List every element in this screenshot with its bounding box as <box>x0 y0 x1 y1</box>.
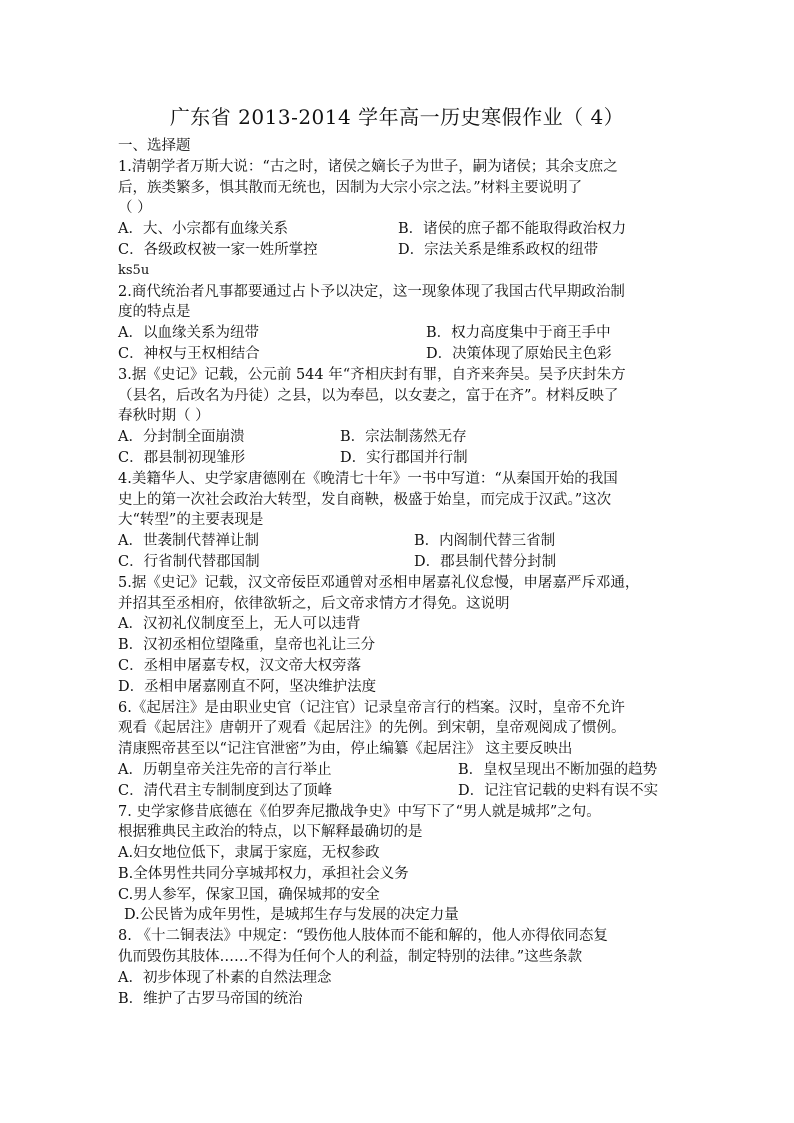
option-b: B．权力高度集中于商王手中 <box>426 325 611 342</box>
option-c: C．清代君主专制制度到达了顶峰 <box>118 782 333 799</box>
option-a: A．历朝皇帝关注先帝的言行举止 <box>118 761 332 778</box>
option-c: C．行省制代替郡国制 <box>118 553 260 570</box>
question-8-stem-line: 8. 《十二铜表法》中规定：“毁伤他人肢体而不能和解的，他人亦得依同态复 <box>118 928 608 945</box>
option-b: B.全体男性共同分享城邦权力，承担社会义务 <box>118 865 409 882</box>
question-4-options-row <box>118 552 678 573</box>
watermark-text: ks5u <box>118 262 150 278</box>
question-4-stem-line: 4.美籍华人、史学家唐德刚在《晚清七十年》一书中写道：“从秦国开始的我国 <box>118 470 618 487</box>
question-7 <box>118 802 678 927</box>
question-6-stem-line: 6.《起居注》是由职业史官（记注官）记录皇帝言行的档案。汉时，皇帝不允许 <box>118 699 625 716</box>
option-a: A.妇女地位低下，隶属于家庭，无权参政 <box>118 845 380 862</box>
option-a: A．大、小宗都有血缘关系 <box>118 221 288 238</box>
question-1 <box>118 157 678 282</box>
option-d: D．决策体现了原始民主色彩 <box>426 345 612 362</box>
question-6 <box>118 698 678 802</box>
question-3-stem-line: 春秋时期（ ） <box>118 408 210 425</box>
question-8-stem-line: 仇而毁伤其肢体……不得为任何个人的利益，制定特别的法律。”这些条款 <box>118 949 583 966</box>
question-6-options-row <box>118 781 678 802</box>
option-b: B．内阁制代替三省制 <box>414 533 556 550</box>
option-a: A．初步体现了朴素的自然法理念 <box>118 969 332 986</box>
question-5-stem-line: 并招其至丞相府，依律欲斩之，后文帝求情方才得免。这说明 <box>118 595 510 612</box>
question-6-stem-line: 清康熙帝甚至以“记注官泄密”为由，停止编纂《起居注》 这主要反映出 <box>118 741 573 758</box>
question-4-options-row <box>118 531 678 552</box>
question-4 <box>118 469 678 573</box>
question-2-stem-line: 度的特点是 <box>118 304 191 321</box>
option-d: D.公民皆为成年男性，是城邦生存与发展的决定力量 <box>124 907 459 924</box>
page-title: 广东省 2013-2014 学年高一历史寒假作业（ 4） <box>169 105 625 129</box>
option-a: A．世袭制代替禅让制 <box>118 533 259 550</box>
option-d: D．郡县制代替分封制 <box>414 553 557 570</box>
option-b: B．汉初丞相位望隆重，皇帝也礼让三分 <box>118 637 376 654</box>
option-d: D．宗法关系是维系政权的纽带 <box>398 241 599 258</box>
question-2-stem-line: 2.商代统治者凡事都要通过占卜予以决定，这一现象体现了我国古代早期政治制 <box>118 283 625 300</box>
question-3 <box>118 365 678 469</box>
question-1-stem-line: 1.清朝学者万斯大说：“古之时，诸侯之嫡长子为世子，嗣为诸侯；其余支庶之 <box>118 158 618 175</box>
option-b: B．维护了古罗马帝国的统治 <box>118 990 303 1007</box>
option-b: B．宗法制荡然无存 <box>340 429 467 446</box>
question-1-stem-line: 后，族类繁多，惧其散而无统也，因制为大宗小宗之法。”材料主要说明了 <box>118 179 583 196</box>
question-3-options-row <box>118 427 678 448</box>
option-b: B．诸侯的庶子都不能取得政治权力 <box>398 221 627 238</box>
option-d: D．丞相申屠嘉刚直不阿，坚决维护法度 <box>118 678 377 695</box>
option-a: A．以血缘关系为纽带 <box>118 325 259 342</box>
option-c: C．丞相申屠嘉专权，汉文帝大权旁落 <box>118 657 362 674</box>
question-2-options-row <box>118 323 678 344</box>
question-4-stem-line: 史上的第一次社会政治大转型，发自商鞅，极盛于始皇，而完成于汉武。”这次 <box>118 491 612 508</box>
question-3-options-row <box>118 448 678 469</box>
option-c: C.男人参军，保家卫国，确保城邦的安全 <box>118 886 380 903</box>
question-2-options-row <box>118 344 678 365</box>
option-a: A．汉初礼仪制度至上，无人可以违背 <box>118 616 361 633</box>
question-4-stem-line: 大“转型”的主要表现是 <box>118 512 264 529</box>
question-6-options-row <box>118 760 678 781</box>
question-3-stem-line: 3.据《史记》记载，公元前 544 年“齐相庆封有罪，自齐来奔吴。吴予庆封朱方 <box>118 366 626 383</box>
question-8 <box>118 926 678 1009</box>
question-7-stem-line: 根据雅典民主政治的特点，以下解释最确切的是 <box>118 824 423 841</box>
question-7-stem-line: 7. 史学家修昔底德在《伯罗奔尼撒战争史》中写下了“男人就是城邦”之句。 <box>118 803 601 820</box>
question-1-options-row <box>118 240 678 261</box>
option-d: D．实行郡国并行制 <box>340 449 468 466</box>
option-c: C．各级政权被一家一姓所掌控 <box>118 241 318 258</box>
question-3-stem-line: （县名，后改名为丹徒）之县，以为奉邑，以女妻之，富于在齐”。材料反映了 <box>118 387 619 404</box>
question-1-options-row <box>118 219 678 240</box>
option-b: B．皇权呈现出不断加强的趋势 <box>458 761 658 778</box>
question-2 <box>118 282 678 365</box>
option-c: C．神权与王权相结合 <box>118 345 260 362</box>
option-c: C．郡县制初现雏形 <box>118 449 246 466</box>
section-heading: 一、选择题 <box>118 138 191 154</box>
option-a: A．分封制全面崩溃 <box>118 429 245 446</box>
question-6-stem-line: 观看《起居注》唐朝开了观看《起居注》的先例。到宋朝，皇帝观阅成了惯例。 <box>118 720 626 737</box>
document-body <box>118 136 678 1009</box>
question-5 <box>118 573 678 698</box>
question-1-stem-line: （ ） <box>118 200 152 217</box>
question-5-stem-line: 5.据《史记》记载，汉文帝佞臣邓通曾对丞相申屠嘉礼仪怠慢，申屠嘉严斥邓通， <box>118 574 640 591</box>
option-d: D．记注官记载的史料有误不实 <box>458 782 659 799</box>
